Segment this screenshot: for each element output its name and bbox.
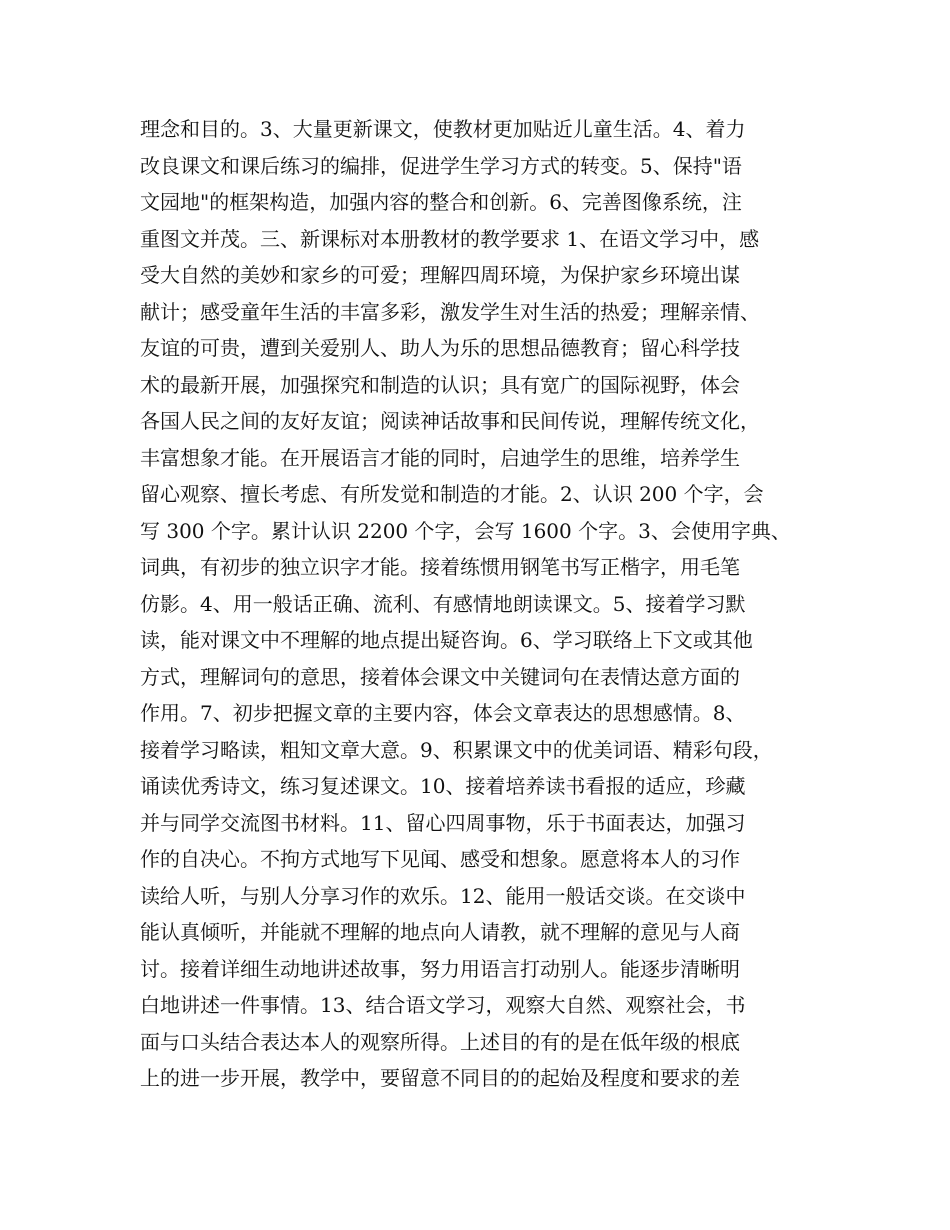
text-line: 仿影。4、用一般话正确、流利、有感情地朗读课文。5、接着学习默 (140, 591, 746, 616)
text-line: 讨。接着详细生动地讲述故事，努力用语言打动别人。能逐步清晰明 (140, 956, 740, 981)
text-line: 留心观察、擅长考虑、有所发觉和制造的才能。2、认识 200 个字，会 (140, 482, 764, 506)
text-line: 上的进一步开展，教学中，要留意不同目的的起始及程度和要求的差 (140, 1066, 740, 1090)
text-line: 丰富想象才能。在开展语言才能的同时，启迪学生的思维，培养学生 (140, 445, 740, 470)
text-line: 各国人民之间的友好友谊；阅读神话故事和民间传说，理解传统文化， (140, 409, 760, 433)
text-line: 献计；感受童年生活的丰富多彩，激发学生对生活的热爱；理解亲情、 (140, 299, 760, 324)
text-line: 术的最新开展，加强探究和制造的认识；具有宽广的国际视野，体会 (140, 372, 740, 397)
text-line: 词典，有初步的独立识字才能。接着练惯用钢笔书写正楷字，用毛笔 (140, 555, 740, 579)
text-line: 理念和目的。3、大量更新课文，使教材更加贴近儿童生活。4、着力 (140, 117, 746, 141)
text-line: 友谊的可贵，遭到关爱别人、助人为乐的思想品德教育；留心科学技 (140, 336, 740, 360)
text-line: 方式，理解词句的意思，接着体会课文中关键词句在表情达意方面的 (140, 664, 740, 689)
text-line: 能认真倾听，并能就不理解的地点向人请教，就不理解的意见与人商 (140, 920, 740, 944)
text-line: 写 300 个字。累计认识 2200 个字，会写 1600 个字。3、会使用字典、 (140, 518, 791, 543)
text-line: 白地讲述一件事情。13、结合语文学习，观察大自然、观察社会，书 (140, 993, 746, 1017)
text-line: 读给人听，与别人分享习作的欢乐。12、能用一般话交谈。在交谈中 (140, 883, 746, 908)
text-line: 作用。7、初步把握文章的主要内容，体会文章表达的思想感情。8、 (140, 701, 746, 725)
text-line: 受大自然的美妙和家乡的可爱；理解四周环境，为保护家乡环境出谋 (140, 263, 740, 287)
text-line: 改良课文和课后练习的编排，促进学生学习方式的转变。5、保持"语 (140, 153, 742, 178)
text-line: 文园地"的框架构造，加强内容的整合和创新。6、完善图像系统，注 (140, 190, 742, 214)
body-text (140, 111, 820, 1097)
text-line: 诵读优秀诗文，练习复述课文。10、接着培养读书看报的适应，珍藏 (140, 774, 746, 798)
text-line: 并与同学交流图书材料。11、留心四周事物，乐于书面表达，加强习 (140, 810, 746, 835)
text-line: 接着学习略读，粗知文章大意。9、积累课文中的优美词语、精彩句段， (140, 737, 773, 762)
text-line: 作的自决心。不拘方式地写下见闻、感受和想象。愿意将本人的习作 (140, 847, 740, 871)
text-line: 面与口头结合表达本人的观察所得。上述目的有的是在低年级的根底 (140, 1029, 740, 1054)
text-line: 重图文并茂。三、新课标对本册教材的教学要求 1、在语文学习中，感 (140, 226, 760, 251)
text-line: 读，能对课文中不理解的地点提出疑咨询。6、学习联络上下文或其他 (140, 628, 753, 652)
